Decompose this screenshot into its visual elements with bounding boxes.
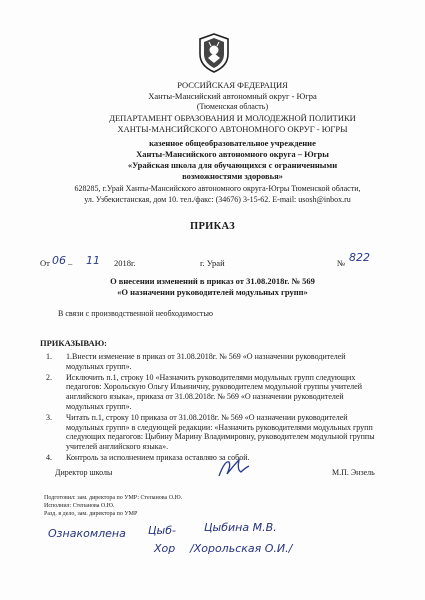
acknowledgement-signature-2: Хор bbox=[154, 542, 176, 555]
order-subject-line-2: «О назначении руководителей модульных групп» bbox=[117, 287, 308, 297]
signatory-name: М.П. Энзель bbox=[332, 468, 375, 477]
header-department-line-2: ХАНТЫ-МАНСИЙСКОГО АВТОНОМНОГО ОКРУГ - ЮГРЫ bbox=[117, 124, 348, 134]
header-institution-line-2: Ханты-Мансийского автономного округа – Югры bbox=[136, 149, 329, 159]
order-number-prefix: № bbox=[337, 258, 346, 268]
acknowledgement-label: Ознакомлена bbox=[48, 527, 126, 540]
header-institution-line-1: казенное общеобразовательное учреждение bbox=[149, 138, 316, 148]
footer-executor: Исполнил: Степанова О.Ю. bbox=[44, 503, 115, 509]
order-subject-line-1: О внесении изменений в приказ от 31.08.2018г. № 569 bbox=[110, 276, 315, 286]
order-reason: В связи с производственной необходимостью bbox=[58, 309, 214, 318]
coat-of-arms-icon bbox=[197, 32, 231, 74]
date-dash: – bbox=[68, 258, 73, 268]
date-prefix: От bbox=[40, 258, 50, 268]
order-item: 1. 1.Внести изменение в приказ от 31.08.2018г. № 569 «О назначении руководителей модульных групп». bbox=[46, 352, 346, 371]
director-signature-icon bbox=[215, 456, 255, 482]
footer-file: Разд. в дело, зам. директора по УМР bbox=[44, 511, 138, 517]
header-institution-line-4: возможностями здоровья» bbox=[182, 171, 283, 181]
header-region: Ханты-Мансийский автономный округ - Югра bbox=[148, 91, 317, 101]
order-item: 2. Исключить п.1, строку 10 «Назначить руководителями модульных групп следующих педагогов: Хорольскую Ольгу Ильиничну, руководителем модульной группы учителей английского языка», приказа от 31.08.2018г. № 569 «О назначении руководителей модульных групп». bbox=[46, 372, 362, 411]
order-city: г. Урай bbox=[200, 258, 225, 268]
header-region-sub: (Тюменская область) bbox=[196, 102, 269, 111]
header-address-line-1: 628285, г.Урай Ханты-Мансийского автономного округа-Югры Тюменской области, bbox=[74, 184, 361, 193]
signature-row bbox=[55, 466, 385, 480]
date-month-handwritten: 11 bbox=[86, 254, 100, 267]
header-country: РОССИЙСКАЯ ФЕДЕРАЦИЯ bbox=[177, 80, 288, 90]
date-year: 2018г. bbox=[114, 258, 136, 268]
footer-prepared: Подготовил: зам. директора по УМР: Степанова О.Ю. bbox=[44, 495, 183, 501]
signatory-title: Директор школы bbox=[55, 468, 113, 477]
acknowledgement-name-2: /Хорольская О.И./ bbox=[190, 542, 293, 555]
order-items-list bbox=[40, 352, 385, 464]
order-item: 4. Контроль за исполнением приказа оставляю за собой. bbox=[46, 452, 250, 462]
acknowledgement-name-1: Цыбина М.В. bbox=[204, 521, 277, 534]
header-institution-line-3: «Урайская школа для обучающихся с ограниченными bbox=[127, 160, 338, 170]
document-title: ПРИКАЗ bbox=[189, 221, 236, 232]
header-address-line-2: ул. Узбекистанская, дом 10. тел./факс: (34676) 3-15-62. E-mail: usosh@inbox.ru bbox=[84, 195, 351, 204]
header-department-line-1: ДЕПАРТАМЕНТ ОБРАЗОВАНИЯ И МОЛОДЕЖНОЙ ПОЛИТИКИ bbox=[109, 113, 356, 123]
date-day-handwritten: 06 bbox=[52, 254, 66, 267]
order-item: 3. Читать п.1, строку 10 приказа от 31.08.2018г. № 569 «О назначении руководителей модульных групп» в следующей редакции: «Назначить руководителями модульных групп следующих педагогов: Цыбину Марину Владимировну, руководителем модульной группы учителей английского языка». bbox=[46, 412, 375, 452]
order-date-line bbox=[40, 251, 385, 270]
order-number-handwritten: 822 bbox=[349, 251, 370, 264]
order-heading: ПРИКАЗЫВАЮ: bbox=[40, 338, 108, 348]
acknowledgement-signature-1: Цыб- bbox=[148, 524, 176, 537]
